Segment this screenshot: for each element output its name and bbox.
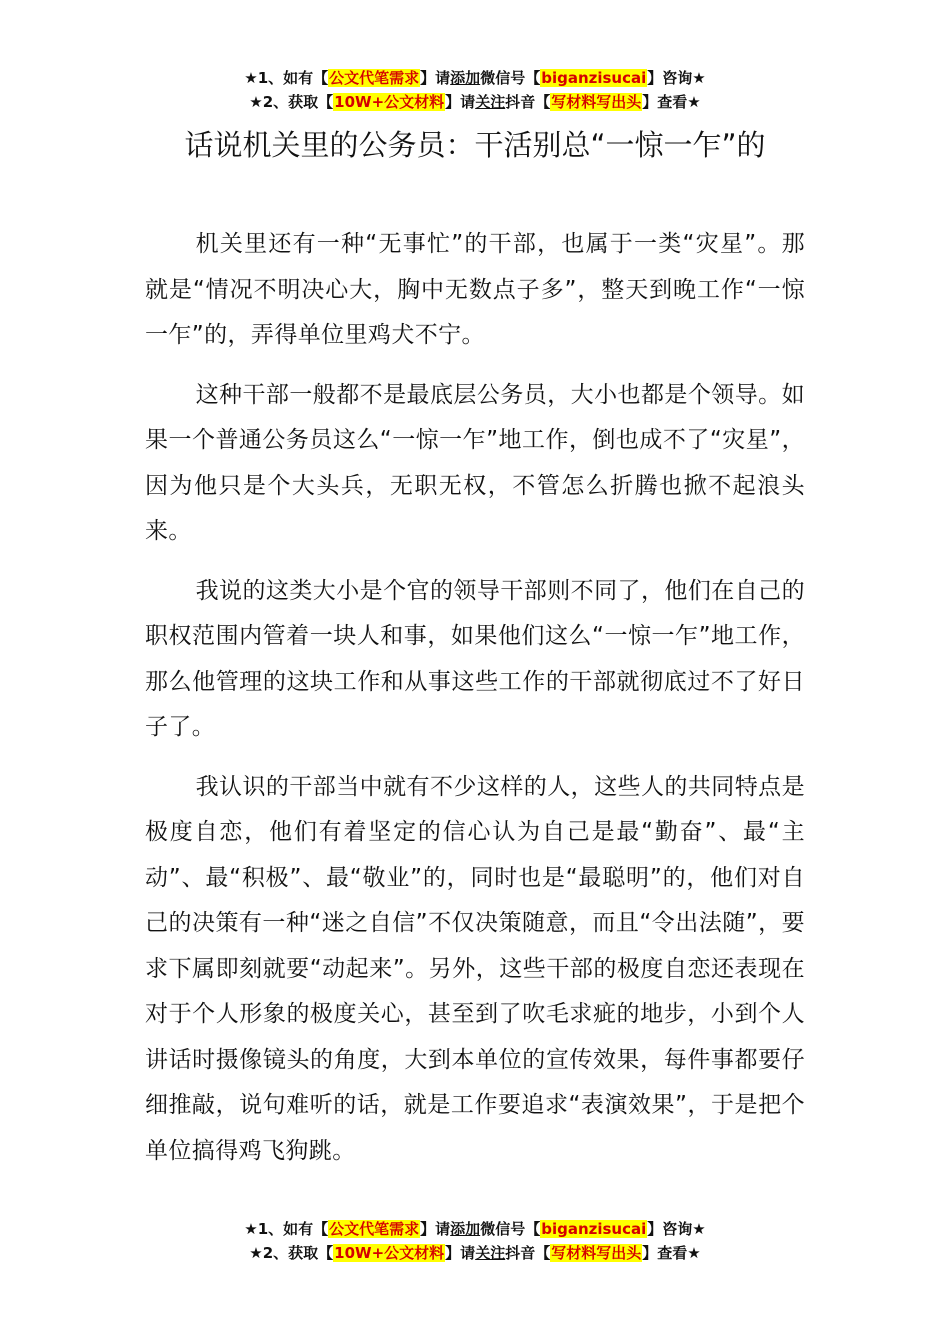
star-icon: ★ <box>249 93 263 111</box>
paragraph: 我说的这类大小是个官的领导干部则不同了，他们在自己的职权范围内管着一块人和事，如果他们这么“一惊一乍”地工作，那么他管理的这块工作和从事这些工作的干部就彻底过不了好日子了。 <box>145 577 805 740</box>
banner-line-2 <box>0 90 950 114</box>
star-icon: ★ <box>244 69 258 87</box>
douyin-account: 写材料写出头 <box>551 93 642 111</box>
document-title: 话说机关里的公务员：干活别总“一惊一乍”的 <box>184 128 766 162</box>
star-icon: ★ <box>244 1220 258 1238</box>
banner-line-1 <box>0 66 950 90</box>
star-icon: ★ <box>249 1244 263 1262</box>
banner-text: 】请 <box>420 69 451 87</box>
banner-text: 】请 <box>445 1244 476 1262</box>
banner-text: 抖音【 <box>505 1244 551 1262</box>
banner-underlined-text: 添加 <box>450 69 481 87</box>
banner-text: 1、如有【 <box>257 69 329 87</box>
banner-text: 】请 <box>445 93 476 111</box>
banner-text: 】查看 <box>642 93 688 111</box>
star-icon: ★ <box>687 1244 701 1262</box>
top-banner <box>0 66 950 114</box>
banner-underlined-text: 添加 <box>450 1220 481 1238</box>
banner-text: 2、获取【 <box>262 93 334 111</box>
star-icon: ★ <box>692 69 706 87</box>
highlight-materials: 10W+公文材料 <box>334 93 445 111</box>
paragraph: 我认识的干部当中就有不少这样的人，这些人的共同特点是极度自恋，他们有着坚定的信心认为自己是最“勤奋”、最“主动”、最“积极”、最“敬业”的，同时也是“最聪明”的，他们对自己的决策有一种“迷之自信”不仅决策随意，而且“令出法随”，要求下属即刻就要“动起来”。另外，这些干部的极度自恋还表现在对于个人形象的极度关心，甚至到了吹毛求疵的地步，小到个人讲话时摄像镜头的角度，大到本单位的宣传效果，每件事都要仔细推敲，说句难听的话，就是工作要追求“表演效果”，于是把个单位搞得鸡飞狗跳。 <box>145 773 805 1164</box>
banner-text: 2、获取【 <box>262 1244 334 1262</box>
banner-line-2 <box>0 1241 950 1265</box>
star-icon: ★ <box>692 1220 706 1238</box>
banner-text: 】请 <box>420 1220 451 1238</box>
banner-text: 微信号【 <box>480 1220 541 1238</box>
wechat-id: biganzisucai <box>541 69 647 87</box>
banner-underlined-text: 关注 <box>475 93 506 111</box>
banner-text: 】查看 <box>642 1244 688 1262</box>
douyin-account: 写材料写出头 <box>551 1244 642 1262</box>
highlight-service: 公文代笔需求 <box>329 1220 420 1238</box>
bottom-banner <box>0 1217 950 1265</box>
banner-text: 抖音【 <box>505 93 551 111</box>
banner-underlined-text: 关注 <box>475 1244 506 1262</box>
highlight-service: 公文代笔需求 <box>329 69 420 87</box>
highlight-materials: 10W+公文材料 <box>334 1244 445 1262</box>
banner-line-1 <box>0 1217 950 1241</box>
paragraph: 机关里还有一种“无事忙”的干部，也属于一类“灾星”。那就是“情况不明决心大，胸中无数点子多”，整天到晚工作“一惊一乍”的，弄得单位里鸡犬不宁。 <box>145 231 805 348</box>
banner-text: 1、如有【 <box>257 1220 329 1238</box>
article-body <box>145 222 805 1188</box>
paragraph: 这种干部一般都不是最底层公务员，大小也都是个领导。如果一个普通公务员这么“一惊一乍”地工作，倒也成不了“灾星”，因为他只是个大头兵，无职无权，不管怎么折腾也掀不起浪头来。 <box>145 381 805 544</box>
banner-text: 】咨询 <box>647 1220 693 1238</box>
star-icon: ★ <box>687 93 701 111</box>
wechat-id: biganzisucai <box>541 1220 647 1238</box>
banner-text: 微信号【 <box>480 69 541 87</box>
banner-text: 】咨询 <box>647 69 693 87</box>
